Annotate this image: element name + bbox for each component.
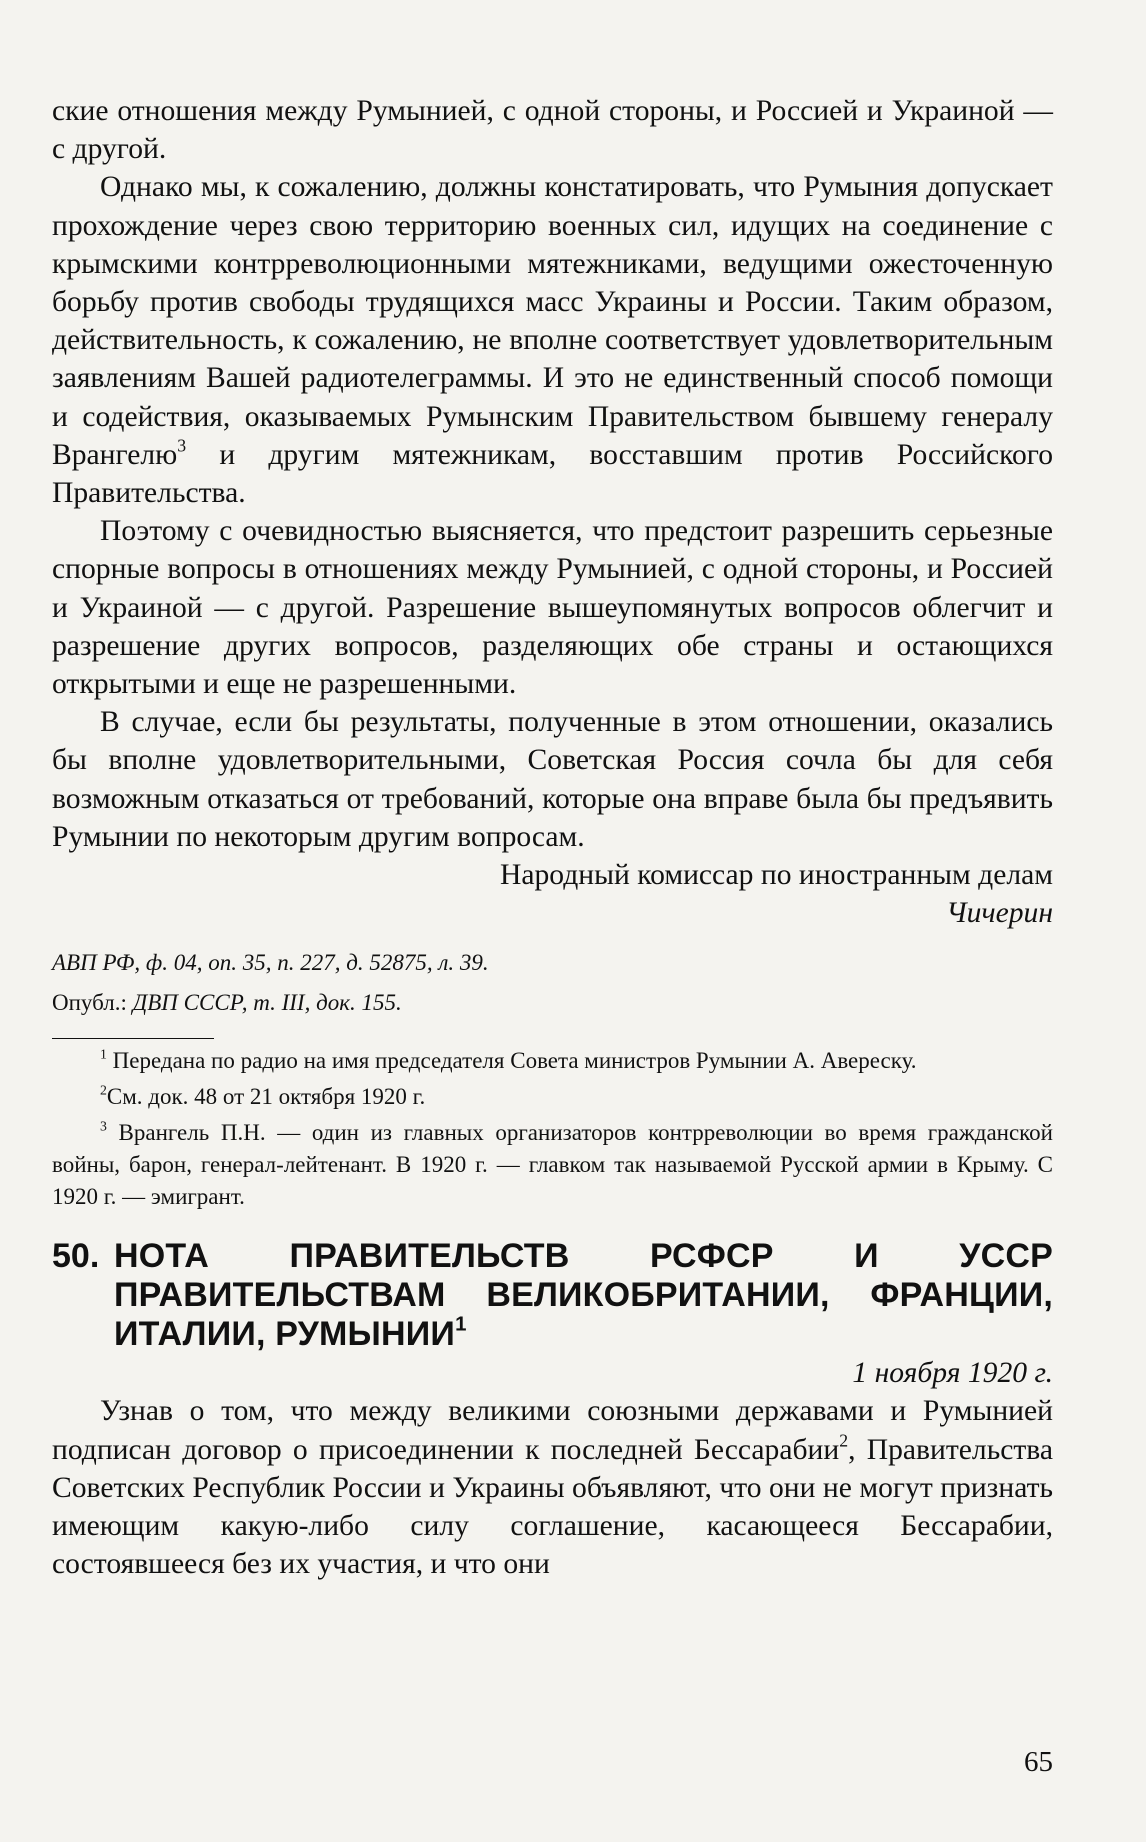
- publication-prefix: Опубл.:: [52, 990, 127, 1016]
- main-text: [52, 92, 1053, 932]
- document-text-1: Узнав о том, что между великими союзными державами и Румынией подписан договор о присоединении к последней Бессарабии: [52, 1395, 1053, 1466]
- footnote-2-num: 2: [100, 1082, 107, 1098]
- footnote-3-num: 3: [100, 1118, 107, 1134]
- document-date: 1 ноября 1920 г.: [852, 1357, 1053, 1390]
- footnote-1: [52, 1045, 1053, 1077]
- archive-source: АВП РФ, ф. 04, оп. 35, п. 227, д. 52875, л. 39.: [52, 950, 489, 976]
- document-number: 50.: [52, 1237, 100, 1276]
- document-body: [52, 1354, 1053, 1583]
- document-title-text: НОТА ПРАВИТЕЛЬСТВ РСФСР И УССР ПРАВИТЕЛЬСТВАМ ВЕЛИКОБРИТАНИИ, ФРАНЦИИ, ИТАЛИИ, РУМЫНИИ: [114, 1237, 1053, 1354]
- footnote-ref-2: 2: [839, 1430, 849, 1451]
- footnote-3: [52, 1117, 1053, 1213]
- signature-title: Народный комиссар по иностранным делам: [499, 859, 1053, 892]
- title-footnote-ref: 1: [455, 1314, 467, 1337]
- paragraph-4: В случае, если бы результаты, полученные в этом отношении, оказались бы вполне удовлетворительными, Советская Россия сочла бы для себя возможным отказаться от требований, которые она вправе была бы предъявить Румынии по некоторым другим вопросам.: [52, 706, 1053, 853]
- paragraph-1: ские отношения между Румынией, с одной стороны, и Россией и Украиной — с другой.: [52, 95, 1053, 166]
- document-title: [114, 1237, 1053, 1354]
- paragraph-2-text: Однако мы, к сожалению, должны констатировать, что Румыния допускает прохождение через свою территорию военных сил, идущих на соединение с крымскими контрреволюционными мятежниками, ведущими ожесточенную борьбу против свободы трудящихся масс Украины и России. Таким образом, действительность, к сожалению, не вполне соответствует удовлетворительным заявлениям Вашей радиотелеграммы. И это не единственный способ помощи и содействия, оказываемых Румынским Правительством бывшему генералу Врангелю: [52, 171, 1053, 471]
- page-number: 65: [1024, 1746, 1053, 1778]
- publication-ref: ДВП СССР, т. III, док. 155.: [132, 990, 402, 1016]
- paragraph-2: [52, 168, 1053, 512]
- paragraph-3: Поэтому с очевидностью выясняется, что предстоит разрешить серьезные спорные вопросы в отношениях между Румынией, с одной стороны, и Россией и Украиной — с другой. Разрешение вышеупомянутых вопросов облегчит и разрешение других вопросов, разделяющих обе страны и остающихся открытыми и еще не разрешенными.: [52, 515, 1053, 701]
- document-heading: [52, 1237, 1053, 1354]
- footnote-1-num: 1: [100, 1046, 107, 1062]
- footnote-2: [52, 1081, 1053, 1113]
- document-text-2: , Правительства Советских Республик России и Украины объявляют, что они не могут признать имеющим какую-либо силу соглашение, касающееся Бессарабии, состоявшееся без их участия, и что они: [52, 1433, 1053, 1581]
- footnote-3-text: Врангель П.Н. — один из главных организаторов контрреволюции во время гражданской войны, барон, генерал-лейтенант. В 1920 г. — главком так называемой Русской армии в Крыму. С 1920 г. — эмигрант.: [52, 1120, 1053, 1210]
- document-paragraph-1: [52, 1392, 1053, 1583]
- footnote-1-text: Передана по радио на имя председателя Совета министров Румынии А. Авереску.: [112, 1048, 917, 1074]
- footnote-divider: [52, 1038, 214, 1039]
- footnote-2-text: См. док. 48 от 21 октября 1920 г.: [106, 1084, 426, 1110]
- signature-name: Чичерин: [946, 897, 1053, 930]
- publication-source: [52, 986, 1053, 1020]
- footnote-ref-3: 3: [177, 435, 187, 456]
- paragraph-2-tail: и другим мятежникам, восставшим против Российского Правительства.: [52, 438, 1053, 510]
- footnotes: [52, 1045, 1053, 1213]
